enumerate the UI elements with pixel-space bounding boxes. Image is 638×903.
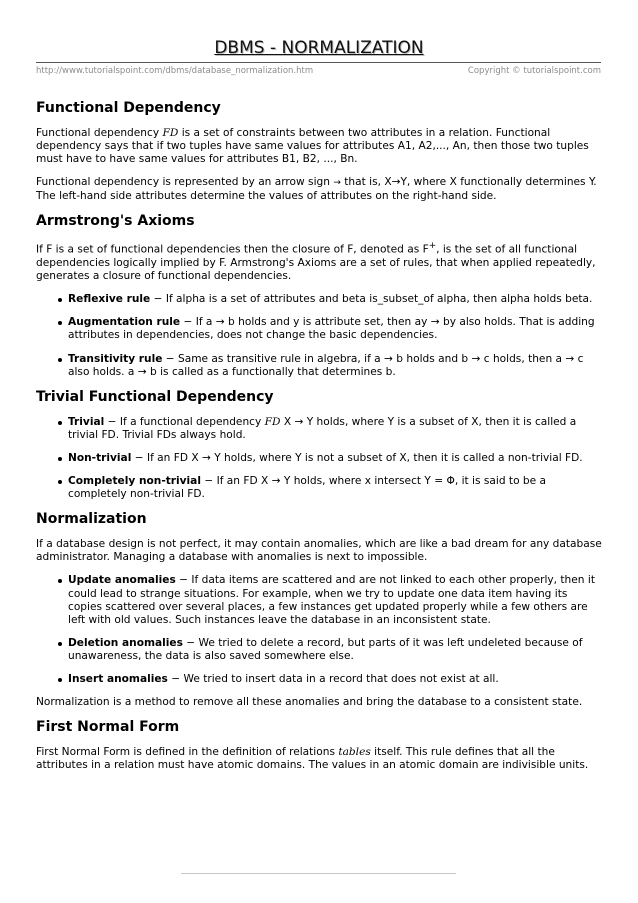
text: that is, X→Y, where X functionally determines Y. The left-hand side attributes determine the values of attributes on the right-hand side.	[36, 176, 597, 203]
normalization-paragraph-2: Normalization is a method to remove all these anomalies and bring the database to a consistent state.	[36, 696, 583, 709]
heading-armstrongs-axioms: Armstrong's Axioms	[36, 213, 195, 230]
heading-normalization: Normalization	[36, 511, 147, 528]
trivial-list	[36, 416, 602, 501]
armstrong-paragraph	[36, 240, 602, 283]
heading-first-normal-form: First Normal Form	[36, 719, 180, 736]
header-divider	[36, 62, 601, 63]
closure-superscript: +	[428, 241, 437, 252]
item-text: − We tried to delete a record, but parts of it was left undeleted because of unawareness, the data is also saved somewhere else.	[68, 636, 583, 662]
tables-term: tables	[338, 746, 371, 759]
item-text: − If alpha is a set of attributes and beta is_subset_of alpha, then alpha holds beta.	[150, 293, 593, 306]
item-term: Insert anomalies	[68, 672, 168, 685]
list-item	[68, 475, 602, 501]
item-term: Trivial	[68, 415, 105, 428]
normalization-paragraph-1: If a database design is not perfect, it may contain anomalies, which are like a bad dream for any database administrator. Managing a database with anomalies is next to impossible.	[36, 538, 602, 564]
item-text: − If an FD X → Y holds, where Y is not a subset of X, then it is called a non-trivial FD.	[131, 451, 583, 464]
item-text: − If a → b holds and y is attribute set, then ay → by also holds. That is adding attributes in dependencies, does not change the basic dependencies.	[68, 316, 595, 342]
item-term: Reflexive rule	[68, 293, 151, 306]
item-term: Deletion anomalies	[68, 636, 183, 649]
fd-term: FD	[264, 415, 281, 428]
item-text: X → Y holds, where Y is a subset of X, then it is called a trivial FD. Trivial FDs always hold.	[68, 415, 577, 441]
item-term: Completely non-trivial	[68, 475, 201, 488]
item-term: Augmentation rule	[68, 316, 181, 329]
text: First Normal Form is defined in the definition of relations	[36, 746, 339, 759]
section-first-normal-form	[36, 719, 602, 772]
list-item	[68, 574, 602, 626]
source-url: http://www.tutorialspoint.com/dbms/database_normalization.htm	[36, 66, 314, 76]
section-functional-dependency	[36, 100, 602, 203]
list-item	[68, 316, 602, 342]
axioms-list	[36, 293, 602, 378]
fd-paragraph-2	[36, 176, 602, 203]
text: is a set of constraints between two attributes in a relation. Functional dependency says that if two tuples have same values for attributes A1, A2,..., An, then those two tuples must have to have same values for attributes B1, B2, ..., Bn.	[36, 127, 589, 166]
item-text: − We tried to insert data in a record that does not exist at all.	[167, 672, 499, 685]
text: Functional dependency	[36, 127, 163, 139]
copyright-notice: Copyright © tutorialspoint.com	[467, 66, 601, 76]
text: , is the set of all functional dependencies logically implied by F. Armstrong's Axioms are a set of rules, that when applied repeatedly, generates a closure of functional dependencies.	[36, 244, 596, 283]
item-text: − If an FD X → Y holds, where x intersect Y = Φ, it is said to be a completely non-trivial FD.	[68, 475, 547, 501]
list-item	[68, 416, 602, 442]
section-armstrongs-axioms	[36, 213, 602, 378]
heading-functional-dependency: Functional Dependency	[36, 100, 221, 116]
list-item	[68, 353, 602, 379]
anomalies-list	[36, 574, 602, 686]
first-nf-paragraph	[36, 746, 602, 772]
item-text: − Same as transitive rule in algebra, if a → b holds and b → c holds, then a → c also holds. a → b is called as a functionally that determines b.	[68, 352, 584, 378]
list-item	[68, 637, 602, 663]
section-normalization	[36, 511, 602, 709]
list-item	[68, 293, 602, 306]
document-body	[36, 100, 602, 782]
section-trivial-fd	[36, 389, 602, 501]
list-item	[68, 452, 602, 465]
text: itself. This rule defines that all the attributes in a relation must have atomic domains. The values in an atomic domain are indivisible units.	[36, 746, 589, 772]
item-text: − If data items are scattered and are not linked to each other properly, then it could lead to strange situations. For example, when we try to update one data item having its copies scattered over several places, a few instances get updated properly while a few others are left with old values. Such instances leave the database in an inconsistent state.	[68, 574, 595, 626]
footer-divider	[181, 873, 456, 874]
text: Functional dependency is represented by an arrow sign	[36, 176, 334, 189]
page-title: DBMS - NORMALIZATION	[214, 38, 424, 58]
fd-paragraph-1	[36, 127, 602, 166]
text: If F is a set of functional dependencies then the closure of F, denoted as F	[36, 244, 429, 256]
item-term: Non-trivial	[68, 451, 132, 464]
fd-term: FD	[162, 127, 179, 139]
arrow-sign: →	[333, 178, 341, 189]
list-item	[68, 673, 602, 686]
heading-trivial-fd: Trivial Functional Dependency	[36, 388, 274, 405]
item-term: Update anomalies	[68, 574, 176, 587]
item-term: Transitivity rule	[68, 352, 163, 365]
item-text: − If a functional dependency	[104, 415, 265, 428]
